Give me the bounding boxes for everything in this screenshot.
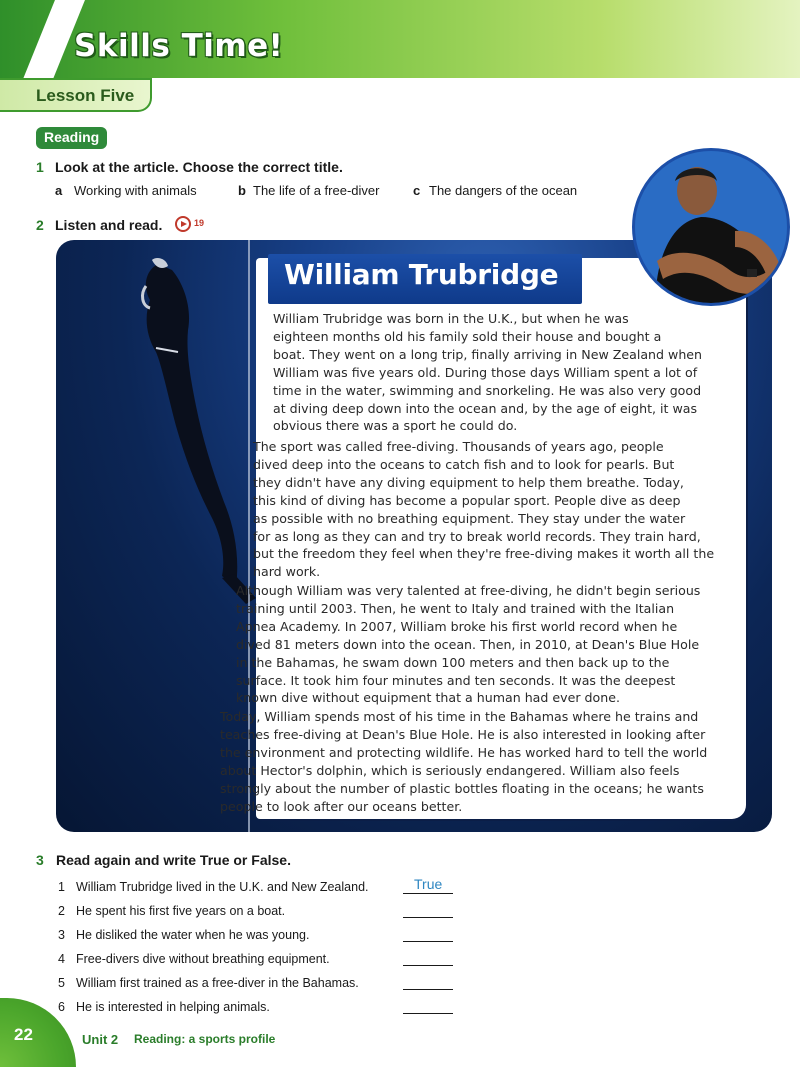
tf-item-5-answer-line[interactable]	[403, 989, 453, 990]
text-line: eighteen months old his family sold their house and bought a	[273, 328, 662, 344]
article-paragraph-4	[220, 708, 707, 815]
text-line: the environment and protecting wildlife. He has worked hard to tell the world	[220, 744, 708, 760]
text-line: Apnea Academy. In 2007, William broke his first world record when he	[236, 618, 678, 634]
diver-silhouette-icon	[116, 256, 276, 616]
text-line: people to look after our oceans better.	[220, 798, 463, 814]
q1-option-c-letter: c	[413, 183, 421, 198]
text-line: strongly about the number of plastic bottles floating in the oceans; he wants	[220, 780, 704, 796]
text-line: teaches free-diving at Dean's Blue Hole. He is also interested in looking after	[220, 726, 706, 742]
tf-item-2-text: He spent his first five years on a boat.	[76, 904, 286, 918]
text-line: dived deep into the oceans to catch fish and to look for pearls. But	[253, 456, 675, 472]
tf-item-1-text: William Trubridge lived in the U.K. and New Zealand.	[76, 880, 369, 894]
footer-unit: Unit 2	[82, 1032, 119, 1047]
text-line: they didn't have any diving equipment to help them breathe. Today,	[253, 474, 684, 490]
tf-item-5-number: 5	[58, 976, 65, 990]
text-line: surface. It took him four minutes and ten seconds. It was the deepest	[236, 672, 676, 688]
text-line: known dive without equipment that a human had ever done.	[236, 690, 620, 706]
tf-item-6-answer-line[interactable]	[403, 1013, 453, 1014]
q1-number: 1	[36, 159, 44, 175]
article-paragraph-3	[236, 582, 700, 707]
tf-item-3-number: 3	[58, 928, 65, 942]
q1-option-a[interactable]: Working with animals	[74, 183, 197, 198]
q1-option-a-letter: a	[55, 183, 63, 198]
athlete-portrait-icon	[635, 151, 790, 306]
article-paragraph-2	[253, 438, 714, 581]
tf-item-2-number: 2	[58, 904, 65, 918]
footer-subtitle: Reading: a sports profile	[134, 1032, 276, 1046]
text-line: but the freedom they feel when they're free-diving makes it worth all the	[253, 546, 715, 562]
q1-option-b-letter: b	[238, 183, 246, 198]
text-line: time in the water, swimming and snorkeling. He was also very good	[273, 382, 702, 398]
text-line: as possible with no breathing equipment. They stay under the water	[253, 510, 686, 526]
q1-instruction: Look at the article. Choose the correct title.	[55, 159, 343, 175]
lesson-label: Lesson Five	[36, 86, 135, 105]
text-line: this kind of diving has become a popular sport. People dive as deep	[253, 492, 681, 508]
audio-cd-icon[interactable]	[175, 216, 191, 232]
tf-item-3-text: He disliked the water when he was young.	[76, 928, 310, 942]
q2-instruction: Listen and read.	[55, 217, 163, 233]
tf-item-4-answer-line[interactable]	[403, 965, 453, 966]
text-line: dived 81 meters down into the ocean. Then, in 2010, at Dean's Blue Hole	[236, 636, 700, 652]
tf-item-1-answer-line[interactable]	[403, 893, 453, 894]
tf-item-1-answer[interactable]: True	[414, 876, 443, 892]
text-line: Today, William spends most of his time in the Bahamas where he trains and	[220, 709, 699, 724]
article-title: William Trubridge	[284, 258, 559, 291]
tf-item-4-number: 4	[58, 952, 65, 966]
text-line: boat. They went on a long trip, finally arriving in New Zealand when	[273, 346, 703, 362]
q1-option-b[interactable]: The life of a free-diver	[253, 183, 380, 198]
tf-item-6-number: 6	[58, 1000, 65, 1014]
q3-instruction: Read again and write True or False.	[56, 852, 291, 868]
page-number: 22	[14, 1025, 33, 1044]
tf-item-2-answer-line[interactable]	[403, 917, 453, 918]
reading-badge: Reading	[36, 127, 107, 149]
q1-option-c[interactable]: The dangers of the ocean	[429, 183, 578, 198]
text-line: about Hector's dolphin, which is seriously endangered. William also feels	[220, 762, 680, 778]
tf-item-6-text: He is interested in helping animals.	[76, 1000, 270, 1014]
text-line: William Trubridge was born in the U.K., but when he was	[273, 311, 629, 326]
portrait-photo	[632, 148, 790, 306]
tf-item-3-answer-line[interactable]	[403, 941, 453, 942]
tf-item-5-text: William first trained as a free-diver in the Bahamas.	[76, 976, 359, 990]
text-line: in the Bahamas, he swam down 100 meters and then back up to the	[236, 654, 670, 670]
audio-track-number: 19	[194, 218, 205, 228]
text-line: training until 2003. Then, he went to Italy and trained with the Italian	[236, 600, 675, 616]
text-line: The sport was called free-diving. Thousands of years ago, people	[253, 439, 664, 454]
text-line: at diving deep down into the ocean and, by the age of eight, it was	[273, 400, 698, 416]
tf-item-4-text: Free-divers dive without breathing equipment.	[76, 952, 330, 966]
text-line: obvious there was a sport he could do.	[273, 418, 518, 434]
tf-item-1-number: 1	[58, 880, 65, 894]
text-line: William was five years old. During those days William spent a lot of	[273, 364, 698, 380]
page-title: Skills Time!	[74, 28, 284, 64]
text-line: hard work.	[253, 564, 321, 580]
q3-number: 3	[36, 852, 44, 868]
text-line: for as long as they can and try to break world records. They train hard,	[253, 528, 701, 544]
q2-number: 2	[36, 217, 44, 233]
text-line: Although William was very talented at free-diving, he didn't begin serious	[236, 583, 701, 598]
article-paragraph-1	[273, 310, 702, 435]
